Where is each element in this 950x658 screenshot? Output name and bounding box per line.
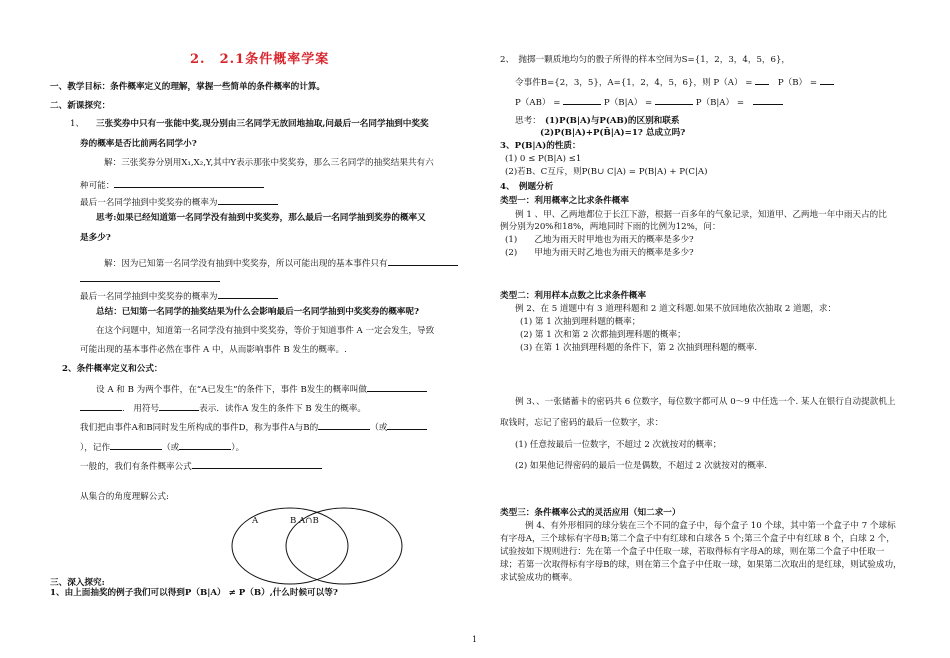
ex1-line2: 例分别为20%和18%，两地同时下雨的比例为12%，问：: [500, 222, 721, 232]
think1-line2: 是多少?: [80, 233, 111, 243]
deep-q1: 1、由上面抽奖的例子我们可以得到P（B|A） ≠ P（B）,什么时候可以等?: [50, 588, 338, 598]
venn-label-ba: B A∩B: [290, 516, 319, 526]
def-line4: ），记作 （或 ）。: [80, 440, 244, 454]
q3-property2: (2)若B、C互斥，则P(B∪ C|A) = P(B|A) + P(C|A): [505, 167, 708, 177]
section-deep: 三、深入探究:: [50, 578, 105, 588]
q1-line1: 三张奖券中只有一张能中奖,现分别由三名同学无放回地抽取,问最后一名同学抽到中奖奖: [96, 119, 429, 129]
ex2-line4: (3) 在第 1 次抽到理科题的条件下，第 2 次抽到理科题的概率.: [520, 343, 758, 353]
summary-line2: 在这个问题中，知道第一名同学没有抽到中奖奖券，等价于知道事件 A 一定会发生，导致: [96, 326, 435, 336]
ex4-line1: 例 4、有外形相同的球分装在三个不同的盒子中，每个盒子 10 个球，其中第一个盒子中 7 个球标: [525, 521, 896, 531]
ex4-line2: 有字母A，三个球标有字母B;第二个盒子中有红球和白球各 5 个;第三个盒子中有红球 8 个，白球 2 个，: [500, 534, 895, 544]
q2-line1: 2、 抛掷一颗质地均匀的骰子所得的样本空间为S={1，2，3，4，5，6}，: [500, 55, 791, 65]
summary-line3: 可能出现的基本事件必然在事件 A 中，从而影响事件 B 发生的概率。.: [80, 345, 347, 355]
ex2-line1: 例 2、在 5 道题中有 3 道理科题和 2 道文科题.如果不放回地依次抽取 2 道题，求：: [515, 304, 837, 314]
summary-line1: 总结：已知第一名同学的抽奖结果为什么会影响最后一名同学抽到中奖奖券的概率呢?: [96, 307, 420, 317]
ex1-line3: (1) 乙地为雨天时甲地也为雨天的概率是多少?: [505, 235, 694, 245]
ex2-line3: (2) 第 1 次和第 2 次都抽到理科题的概率；: [520, 330, 686, 340]
page-title: 2. 2.1条件概率学案: [190, 52, 330, 67]
def-line2: . 用符号 表示．读作A 发生的条件下 B 发生的概率。: [80, 401, 366, 415]
type2-heading: 类型二：利用样本点数之比求条件概率: [500, 291, 647, 301]
ex3-line3: (1) 任意按最后一位数字，不超过 2 次就按对的概率；: [515, 440, 722, 450]
section-new-lesson: 二、新课探究：: [50, 101, 111, 111]
section-definition: 2、条件概率定义和公式：: [62, 364, 163, 374]
ex2-line2: (1) 第 1 次抽到理科题的概率；: [520, 317, 641, 327]
q3-property1: (1) 0 ≤ P(B|A) ≤1: [505, 154, 582, 164]
ex4-line4: 球；若第一次取得标有字母B的球，则在第三个盒子中任取一球，如果第二次取出的是红球，则试验成功，: [500, 560, 902, 570]
think1-line1: 思考:如果已经知道第一名同学没有抽到中奖奖券，那么最后一名同学抽到奖券的概率又: [96, 213, 426, 223]
sol2-line3: 最后一名同学抽到中奖奖券的概率为: [80, 289, 278, 303]
think2-line2: (2)P(B|A)+P(B̄|A)=1? 总成立吗?: [540, 128, 686, 138]
section-examples: 4、 例题分析: [500, 182, 554, 192]
ex3-line2: 取钱时，忘记了密码的最后一位数字，求：: [500, 418, 664, 428]
page-number: 1: [472, 635, 478, 644]
def-line5: 一般的，我们有条件概率公式: [80, 459, 322, 473]
def-line3: 我们把由事件A和B同时发生所构成的事件D，称为事件A与B的 （或: [80, 420, 427, 434]
sol2-blank: [80, 272, 220, 286]
venn-label-a: A: [252, 516, 259, 526]
type3-heading: 类型三：条件概率公式的灵活应用（知二求一）: [500, 508, 681, 518]
q1-line2: 券的概率是否比前两名同学小?: [80, 139, 197, 149]
think2-label: 思考：: [515, 116, 541, 126]
q1-number: 1、: [70, 119, 85, 129]
ex3-line1: 例 3、、一张储蓄卡的密码共 6 位数字，每位数字都可从 0～9 中任选一个. 某人在银行自动提款机上: [515, 397, 896, 407]
type1-heading: 类型一：利用概率之比求条件概率: [500, 196, 629, 206]
ex1-line1: 例 1 、甲、乙两地都位于长江下游，根据一百多年的气象记录，知道甲、乙两地一年中雨天占的比: [515, 210, 887, 220]
q2-line2: 令事件B={2，3，5}，A={1，2，4，5，6}，则 P（A） = P（B） =: [515, 75, 834, 89]
venn-caption: 从集合的角度理解公式:: [80, 492, 169, 502]
sol1-line2: 种可能：: [80, 178, 264, 192]
think2-line1: (1)P(B|A)与P(AB)的区别和联系: [545, 116, 680, 126]
ex1-line4: (2) 甲地为雨天时乙地也为雨天的概率是多少?: [505, 248, 694, 258]
section-goals: 一、教学目标：条件概率定义的理解，掌握一些简单的条件概率的计算。: [50, 82, 326, 92]
ex3-line4: (2) 如果他记得密码的最后一位是偶数，不超过 2 次就按对的概率.: [515, 461, 768, 471]
sol2-line1: 解：因为已知第一名同学没有抽到中奖奖券，所以可能出现的基本事件只有: [104, 256, 458, 270]
q2-line3: P（AB） = P（B|A） = P（B|A） =: [515, 95, 783, 109]
sol1-line3: 最后一名同学抽到中奖奖券的概率为: [80, 195, 278, 209]
ex4-line5: 求试验成功的概率。: [500, 573, 578, 583]
ex4-line3: 试验按如下规则进行：先在第一个盒子中任取一球，若取得标有字母A的球，则在第二个盒子中任取一: [500, 547, 885, 557]
sol1-line1: 解：三张奖券分别用X₁,X₂,Y,其中Y表示那张中奖奖券，那么三名同学的抽奖结果共有六: [104, 158, 434, 168]
def-line1: 设 A 和 B 为两个事件，在“A已发生”的条件下，事件 B发生的概率叫做: [96, 382, 427, 396]
q3-title: 3、P(B|A)的性质：: [500, 141, 581, 151]
